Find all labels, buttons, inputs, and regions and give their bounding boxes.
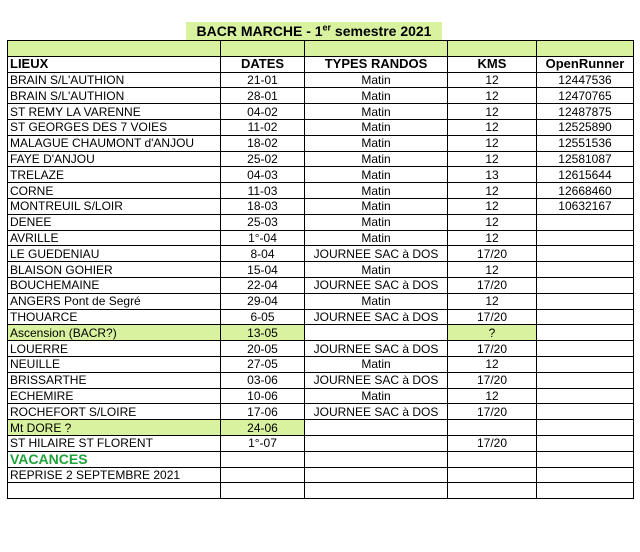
cell-lieu: ST GEORGES DES 7 VOIES: [8, 119, 221, 135]
cell-kms: 17/20: [448, 309, 537, 325]
cell-date: 25-02: [221, 151, 305, 167]
cell-date: 20-05: [221, 341, 305, 357]
cell-kms: 12: [448, 119, 537, 135]
cell-type: Matin: [305, 214, 448, 230]
table-row: [8, 135, 634, 151]
cell-type: [305, 435, 448, 451]
cell-openrunner: [537, 262, 634, 278]
title-prefix: BACR MARCHE - 1: [196, 23, 323, 39]
cell-openrunner: [537, 372, 634, 388]
cell-lieu: TRELAZE: [8, 167, 221, 183]
cell-openrunner: [537, 435, 634, 451]
cell-lieu: LE GUEDENIAU: [8, 246, 221, 262]
cell-date: 27-05: [221, 356, 305, 372]
cell-date: 21-01: [221, 72, 305, 88]
cell-kms: 12: [448, 230, 537, 246]
cell-date: 18-02: [221, 135, 305, 151]
cell-openrunner: [537, 309, 634, 325]
table-row: [8, 214, 634, 230]
cell-kms: 12: [448, 214, 537, 230]
cell-lieu: CORNE: [8, 183, 221, 199]
cell-type: Matin: [305, 293, 448, 309]
table-row: [8, 420, 634, 436]
spacer-cell: [448, 41, 537, 57]
cell-openrunner: 12581087: [537, 151, 634, 167]
cell-kms: 17/20: [448, 341, 537, 357]
cell-openrunner: [537, 277, 634, 293]
cell-lieu: ROCHEFORT S/LOIRE: [8, 404, 221, 420]
cell-kms: 12: [448, 262, 537, 278]
cell-openrunner: 12615644: [537, 167, 634, 183]
cell-date: 03-06: [221, 372, 305, 388]
cell-kms: 12: [448, 104, 537, 120]
cell-type: [305, 325, 448, 341]
empty-cell: [537, 451, 634, 467]
empty-cell: [537, 467, 634, 483]
table-row: [8, 183, 634, 199]
cell-date: 1°-07: [221, 435, 305, 451]
empty-row: [8, 483, 634, 499]
cell-openrunner: [537, 404, 634, 420]
cell-kms: 12: [448, 356, 537, 372]
table-row: [8, 435, 634, 451]
cell-openrunner: [537, 325, 634, 341]
cell-lieu: BRAIN S/L'AUTHION: [8, 72, 221, 88]
empty-cell: [305, 451, 448, 467]
table-row: [8, 104, 634, 120]
table-row: [8, 356, 634, 372]
cell-openrunner: 12447536: [537, 72, 634, 88]
cell-type: JOURNEE SAC à DOS: [305, 246, 448, 262]
sheet-title: [186, 22, 442, 41]
table-row: [8, 293, 634, 309]
cell-type: Matin: [305, 262, 448, 278]
cell-kms: 17/20: [448, 435, 537, 451]
empty-cell: [221, 467, 305, 483]
table-row: [8, 246, 634, 262]
table-row: [8, 325, 634, 341]
cell-kms: 12: [448, 198, 537, 214]
cell-kms: 12: [448, 388, 537, 404]
table-row: [8, 262, 634, 278]
cell-kms: 17/20: [448, 277, 537, 293]
cell-openrunner: [537, 230, 634, 246]
cell-kms: 12: [448, 72, 537, 88]
header-types: TYPES RANDOS: [305, 56, 448, 72]
cell-kms: 12: [448, 135, 537, 151]
cell-type: Matin: [305, 72, 448, 88]
table-row: [8, 88, 634, 104]
cell-kms: 12: [448, 88, 537, 104]
header-row: [8, 56, 634, 72]
cell-date: 24-06: [221, 420, 305, 436]
cell-kms: [448, 420, 537, 436]
cell-lieu: BOUCHEMAINE: [8, 277, 221, 293]
cell-date: 17-06: [221, 404, 305, 420]
spacer-cell: [305, 41, 448, 57]
empty-cell: [537, 483, 634, 499]
cell-openrunner: [537, 293, 634, 309]
spacer-cell: [8, 41, 221, 57]
spacer-cell: [537, 41, 634, 57]
cell-lieu: ANGERS Pont de Segré: [8, 293, 221, 309]
cell-type: Matin: [305, 356, 448, 372]
cell-date: 8-04: [221, 246, 305, 262]
cell-lieu: ST HILAIRE ST FLORENT: [8, 435, 221, 451]
cell-lieu: AVRILLE: [8, 230, 221, 246]
cell-kms: 13: [448, 167, 537, 183]
cell-lieu: MALAGUE CHAUMONT d'ANJOU: [8, 135, 221, 151]
cell-date: 11-02: [221, 119, 305, 135]
cell-type: Matin: [305, 167, 448, 183]
cell-lieu: Ascension (BACR?): [8, 325, 221, 341]
table-row: [8, 388, 634, 404]
cell-openrunner: 10632167: [537, 198, 634, 214]
table-row: [8, 309, 634, 325]
cell-type: Matin: [305, 230, 448, 246]
cell-date: 22-04: [221, 277, 305, 293]
cell-date: 15-04: [221, 262, 305, 278]
cell-type: Matin: [305, 151, 448, 167]
empty-row-label: [8, 483, 221, 499]
cell-openrunner: 12487875: [537, 104, 634, 120]
cell-date: 10-06: [221, 388, 305, 404]
spacer-row: [8, 41, 634, 57]
spacer-cell: [221, 41, 305, 57]
empty-cell: [221, 483, 305, 499]
cell-kms: ?: [448, 325, 537, 341]
cell-kms: 12: [448, 151, 537, 167]
vacances-row-label: VACANCES: [8, 451, 221, 467]
cell-lieu: DENEE: [8, 214, 221, 230]
title-superscript: er: [322, 22, 332, 33]
empty-cell: [448, 483, 537, 499]
schedule-table: [7, 40, 634, 499]
cell-lieu: BLAISON GOHIER: [8, 262, 221, 278]
vacances-row: [8, 451, 634, 467]
cell-date: 25-03: [221, 214, 305, 230]
cell-lieu: ECHEMIRE: [8, 388, 221, 404]
cell-openrunner: [537, 341, 634, 357]
cell-lieu: THOUARCE: [8, 309, 221, 325]
cell-type: Matin: [305, 119, 448, 135]
cell-lieu: FAYE D'ANJOU: [8, 151, 221, 167]
cell-type: JOURNEE SAC à DOS: [305, 309, 448, 325]
header-openrunner: OpenRunner: [537, 56, 634, 72]
cell-type: JOURNEE SAC à DOS: [305, 372, 448, 388]
cell-openrunner: [537, 246, 634, 262]
reprise-row: [8, 467, 634, 483]
cell-kms: 17/20: [448, 246, 537, 262]
cell-openrunner: 12470765: [537, 88, 634, 104]
cell-kms: 17/20: [448, 404, 537, 420]
cell-date: 18-03: [221, 198, 305, 214]
cell-lieu: Mt DORE ?: [8, 420, 221, 436]
table-row: [8, 277, 634, 293]
cell-date: 28-01: [221, 88, 305, 104]
cell-type: JOURNEE SAC à DOS: [305, 277, 448, 293]
cell-lieu: NEUILLE: [8, 356, 221, 372]
empty-cell: [305, 483, 448, 499]
table-row: [8, 167, 634, 183]
cell-type: Matin: [305, 135, 448, 151]
cell-date: 6-05: [221, 309, 305, 325]
cell-type: Matin: [305, 183, 448, 199]
cell-lieu: BRISSARTHE: [8, 372, 221, 388]
table-row: [8, 72, 634, 88]
cell-type: JOURNEE SAC à DOS: [305, 404, 448, 420]
cell-type: Matin: [305, 88, 448, 104]
cell-kms: 12: [448, 183, 537, 199]
cell-lieu: ST REMY LA VARENNE: [8, 104, 221, 120]
table-row: [8, 119, 634, 135]
table-row: [8, 151, 634, 167]
table-row: [8, 230, 634, 246]
title-suffix: semestre 2021: [331, 23, 432, 39]
empty-cell: [448, 451, 537, 467]
cell-type: Matin: [305, 198, 448, 214]
cell-lieu: MONTREUIL S/LOIR: [8, 198, 221, 214]
table-row: [8, 198, 634, 214]
table-row: [8, 372, 634, 388]
cell-date: 29-04: [221, 293, 305, 309]
header-dates: DATES: [221, 56, 305, 72]
cell-date: 13-05: [221, 325, 305, 341]
empty-cell: [305, 467, 448, 483]
cell-lieu: BRAIN S/L'AUTHION: [8, 88, 221, 104]
reprise-row-label: REPRISE 2 SEPTEMBRE 2021: [8, 467, 221, 483]
cell-type: JOURNEE SAC à DOS: [305, 341, 448, 357]
empty-cell: [448, 467, 537, 483]
cell-openrunner: [537, 420, 634, 436]
table-row: [8, 341, 634, 357]
cell-type: Matin: [305, 104, 448, 120]
cell-kms: 17/20: [448, 372, 537, 388]
header-lieux: LIEUX: [8, 56, 221, 72]
cell-openrunner: 12525890: [537, 119, 634, 135]
cell-type: [305, 420, 448, 436]
cell-lieu: LOUERRE: [8, 341, 221, 357]
cell-date: 11-03: [221, 183, 305, 199]
cell-openrunner: [537, 214, 634, 230]
cell-type: Matin: [305, 388, 448, 404]
cell-date: 04-03: [221, 167, 305, 183]
cell-openrunner: [537, 356, 634, 372]
cell-kms: 12: [448, 293, 537, 309]
empty-cell: [221, 451, 305, 467]
cell-date: 04-02: [221, 104, 305, 120]
cell-openrunner: 12668460: [537, 183, 634, 199]
header-kms: KMS: [448, 56, 537, 72]
cell-openrunner: 12551536: [537, 135, 634, 151]
table-row: [8, 404, 634, 420]
cell-openrunner: [537, 388, 634, 404]
cell-date: 1°-04: [221, 230, 305, 246]
